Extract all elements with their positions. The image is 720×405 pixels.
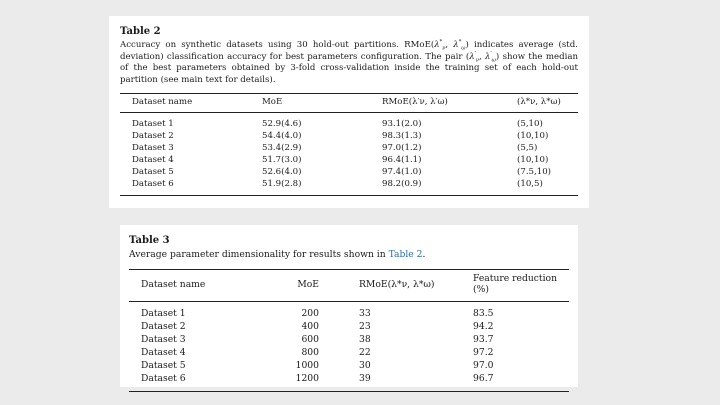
table3-cell: 97.0	[473, 360, 494, 371]
table2-caption-part3: ) show the median of the best parameters obtained by 3-fold cross-validation inside the training set of each hold-out partition (see main text for details).	[120, 51, 578, 85]
table2-cell: (10,10)	[517, 155, 549, 166]
table3-cell: 83.5	[473, 308, 494, 319]
table3-cell: 39	[319, 372, 473, 392]
table3-cell: 96.7	[473, 372, 569, 392]
table3-header-row	[129, 270, 569, 302]
table3-caption-text: Average parameter dimensionality for results shown in	[129, 249, 389, 260]
table-row	[120, 130, 578, 142]
table2-link[interactable]: Table 2	[388, 249, 423, 260]
table2-cell: Dataset 1	[132, 119, 174, 130]
table3-card	[120, 225, 578, 387]
table-row	[129, 359, 569, 372]
table2-cell: 98.2(0.9)	[382, 178, 517, 196]
table3-cell: 600	[301, 334, 319, 345]
table3-cell: Dataset 3	[141, 334, 186, 345]
table2-header-params: (λ*ν, λ*ω)	[517, 97, 561, 108]
table2-cell: (7.5,10)	[517, 167, 552, 178]
table3-title: Table 3	[129, 235, 170, 246]
table2-cell: 54.4(4.0)	[262, 131, 302, 142]
table2-header-dataset: Dataset name	[132, 97, 193, 108]
table2-cell: Dataset 2	[132, 131, 174, 142]
table2-cell: 98.3(1.3)	[382, 131, 422, 142]
table-row	[129, 372, 569, 392]
table3-cell: 400	[301, 321, 319, 332]
table3-cell: Dataset 1	[141, 308, 186, 319]
table3-cell: 30	[359, 360, 371, 371]
table2-cell: Dataset 3	[132, 143, 174, 154]
table-row	[120, 178, 578, 196]
table3-cell: 97.2	[473, 347, 494, 358]
table2-cell: (5,10)	[517, 119, 543, 130]
table-row	[120, 113, 578, 131]
table3-cell: 800	[301, 347, 319, 358]
table3-grid	[129, 269, 569, 392]
table3-cell: 38	[359, 334, 371, 345]
table3-cell: Dataset 6	[129, 372, 241, 392]
table3-cell: 93.7	[473, 334, 494, 345]
table3-header-rmoe: RMoE(λ*ν, λ*ω)	[359, 278, 435, 290]
table3-caption-end: .	[422, 249, 426, 260]
table3-header-dataset: Dataset name	[141, 278, 206, 290]
table2-caption-part1: Accuracy on synthetic datasets using 30 hold-out partitions. RMoE(	[120, 40, 435, 50]
table2-caption-part2: ) indicates average (std. deviation) classification accuracy for best parameters configuration. The pair (	[120, 40, 578, 62]
table-row	[129, 333, 569, 346]
table2-cell: Dataset 5	[132, 167, 174, 178]
table2-header-row	[120, 94, 578, 113]
table2-cell: Dataset 4	[132, 155, 174, 166]
table2-cell: (5,5)	[517, 143, 538, 154]
table2-cell: (10,5)	[517, 178, 578, 196]
table3-header-moe: MoE	[297, 278, 319, 290]
table2-cell: 51.7(3.0)	[262, 155, 302, 166]
table3-cell: Dataset 2	[141, 321, 186, 332]
table3-cell: 23	[359, 321, 371, 332]
table3-cell: 1000	[295, 360, 319, 371]
table-row	[120, 166, 578, 178]
table2-cell: 97.0(1.2)	[382, 143, 422, 154]
table-row	[129, 320, 569, 333]
table-row	[129, 302, 569, 321]
table2-card	[109, 16, 589, 208]
table2-header-moe: MoE	[262, 97, 283, 108]
table3-cell: 94.2	[473, 321, 494, 332]
table2-cell: 52.6(4.0)	[262, 167, 302, 178]
table3-caption	[129, 249, 569, 261]
table-row	[129, 346, 569, 359]
table2-caption: Accuracy on synthetic datasets using 30 hold-out partitions. $RMoE(\lambda^*_\nu$, $\lambda^*_\omega$) indicates average (std. deviation) classification accuracy for best parameters configuration. The pair ($\lambda'_\nu$, $\lambda'_\omega$) show the median of the best parameters obtained by 3-fold cross-validation inside the training set of each hold-out partition (see main text for details).	[120, 39, 578, 85]
table3-cell: 22	[359, 347, 371, 358]
table-row	[120, 154, 578, 166]
table2-cell: 96.4(1.1)	[382, 155, 422, 166]
table3-header-reduction: Feature reduction (%)	[473, 273, 557, 295]
table2-cell: 52.9(4.6)	[262, 119, 302, 130]
table2-cell: 93.1(2.0)	[382, 119, 422, 130]
table3-cell: 200	[301, 308, 319, 319]
table2-cell: 51.9(2.8)	[262, 178, 382, 196]
table-row	[120, 142, 578, 154]
table3-cell: 33	[359, 308, 371, 319]
table2-grid	[120, 93, 578, 196]
table2-cell: 53.4(2.9)	[262, 143, 302, 154]
table2-cell: 97.4(1.0)	[382, 167, 422, 178]
table2-cell: Dataset 6	[120, 178, 262, 196]
table2-title: Table 2	[120, 26, 161, 37]
table2-header-rmoe: RMoE(λ′ν, λ′ω)	[382, 97, 448, 108]
table3-cell: 1200	[241, 372, 319, 392]
table2-cell: (10,10)	[517, 131, 549, 142]
table3-cell: Dataset 4	[141, 347, 186, 358]
table3-cell: Dataset 5	[141, 360, 186, 371]
